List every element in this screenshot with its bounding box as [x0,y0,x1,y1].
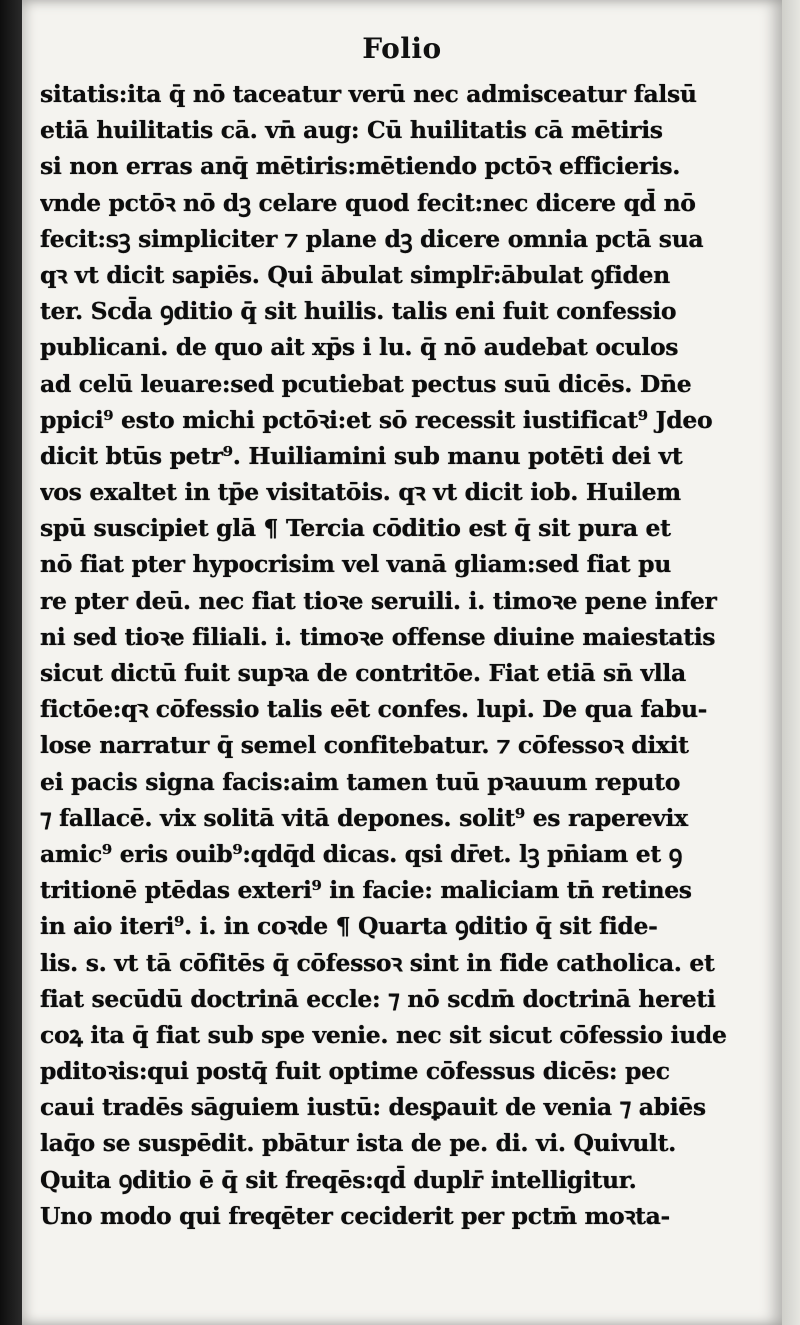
text-line: vnde pctōꝛ nō dꝫ celare quod fecit:nec dicere qd̄ nō [40,188,696,217]
text-line: dicit btūs petr⁹. Huiliamini sub manu potēti dei vt [40,441,683,470]
text-line: ni sed tioꝛe filiali. i. timoꝛe offense diuine maiestatis [40,622,716,651]
text-line: sicut dictū fuit supꝛa de contritōe. Fiat etiā sn̄ vlla [40,659,686,687]
text-line: etiā huilitatis cā. vn̄ aug: Cū huilitatis cā mētiris [40,116,663,145]
text-line: Uno modo qui freqēter ceciderit per pctm̄ moꝛta- [40,1201,670,1230]
text-line: Quita ꝯditio ē q̄ sit freqēs:qd̄ duplr̄ intelligitur. [40,1165,637,1194]
text-line: fiat secūdū doctrinā eccle: ⁊ nō scdm̄ doctrinā hereti [40,984,716,1013]
text-line: lis. s. vt tā cōfitēs q̄ cōfessoꝛ sint in fide catholica. et [40,948,715,977]
text-line: ei pacis signa facis:aim tamen tuū pꝛauum reputo [40,767,681,796]
dark-left-margin [0,0,22,1325]
text-block [40,76,770,1234]
text-line: nō fiat pter hypocrisim vel vanā gliam:sed fiat pu [40,550,671,579]
text-line: ad celū leuare:sed pcutiebat pectus suū dicēs. Dn̄e [40,369,692,398]
text-line: laq̄o se suspēdit. pbātur ista de pe. di. vi. Quivult. [40,1129,676,1158]
text-line: ppici⁹ esto michi pctōꝛi:et sō recessit iustificat⁹ Jdeo [40,405,713,434]
text-line: in aio iteri⁹. i. in coꝛde ¶ Quarta ꝯditio q̄ sit fide- [40,912,658,941]
text-line: vos exaltet in tp̄e visitatōis. qꝛ vt dicit iob. Huilem [40,478,681,507]
text-line: ⁊ fallacē. vix solitā vitā depones. solit⁹ es raperevix [40,803,688,832]
text-line: amic⁹ eris ouib⁹:qdq̄d dicas. qsi dr̄et. lꝫ pn̄iam et ꝯ [40,839,683,868]
text-line: publicani. de quo ait xp̄s i lu. q̄ nō audebat oculos [40,333,679,362]
book-page [22,0,782,1325]
folio-header: Folio [362,32,442,65]
text-line: tritionē ptēdas exteri⁹ in facie: maliciam tn̄ retines [40,876,692,905]
text-line: fecit:sꝫ simpliciter ⁊ plane dꝫ dicere omnia pctā sua [40,224,704,253]
text-line: qꝛ vt dicit sapiēs. Qui ābulat simplr̄:ābulat ꝯfiden [40,260,670,289]
text-line: coꝝ ita q̄ fiat sub spe venie. nec sit sicut cōfessio iude [40,1020,727,1049]
text-line: si non erras anq̄ mētiris:mētiendo pctōꝛ efficieris. [40,152,681,181]
text-line: fictōe:qꝛ cōfessio talis eēt confes. lupi. De qua fabu- [40,695,708,724]
text-line: spū suscipiet glā ¶ Tercia cōditio est q̄ sit pura et [40,514,671,543]
text-line: re pter deū. nec fiat tioꝛe seruili. i. timoꝛe pene infer [40,586,717,615]
text-line: pditoꝛis:qui postq̄ fuit optime cōfessus dicēs: pec [40,1057,670,1086]
text-line: ter. Scd̄a ꝯditio q̄ sit huilis. talis eni fuit confessio [40,297,677,326]
text-line: sitatis:ita q̄ nō taceatur verū nec admisceatur falsū [40,80,697,108]
text-line: caui tradēs sāguiem iustū: desꝑauit de venia ⁊ abiēs [40,1093,706,1122]
text-line: lose narratur q̄ semel confitebatur. ⁊ cōfessoꝛ dixit [40,731,689,760]
right-page-edge [782,0,800,1325]
